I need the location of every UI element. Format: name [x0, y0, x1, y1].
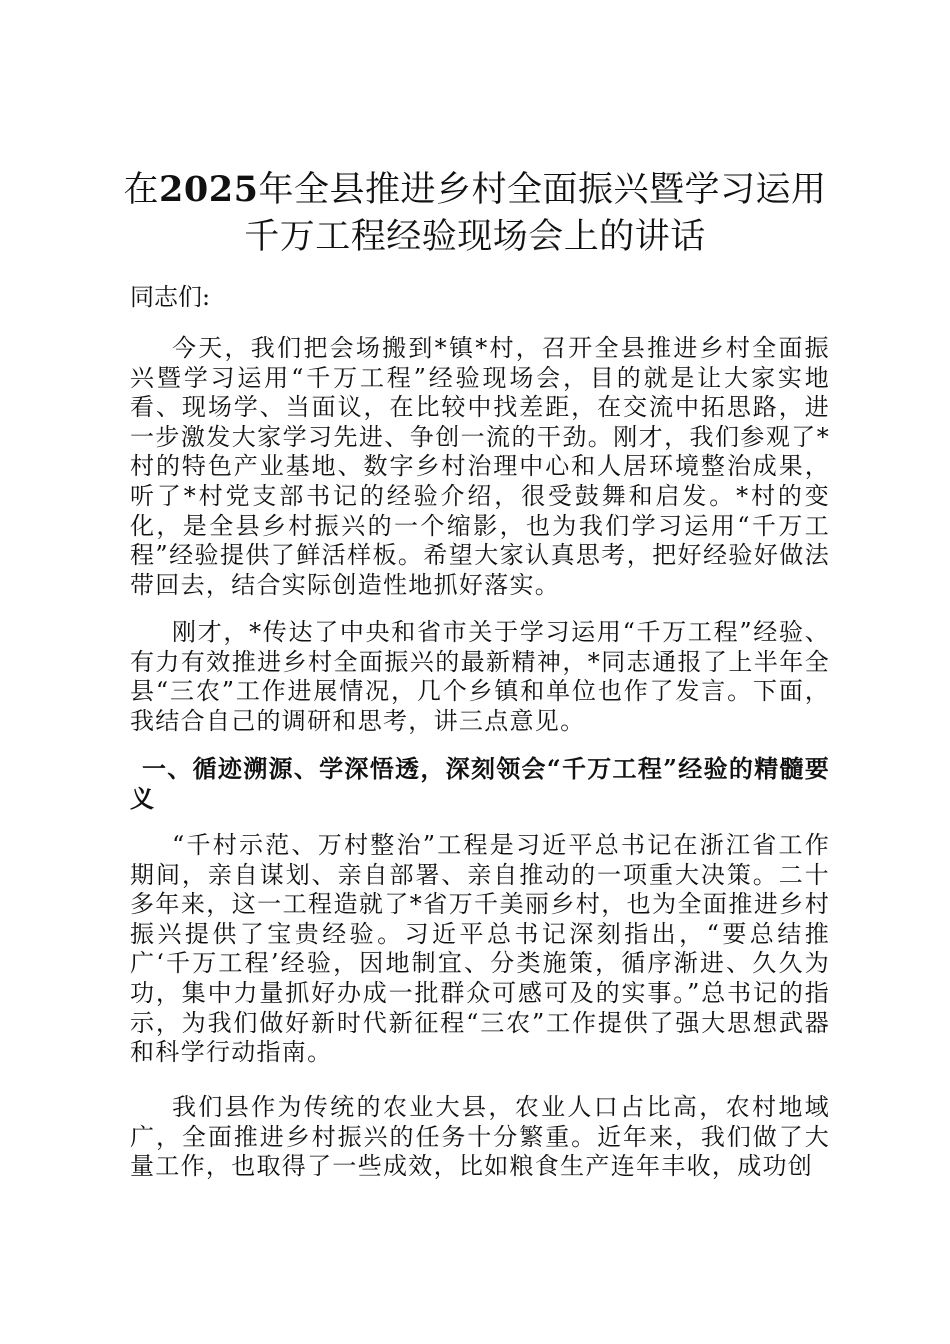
paragraph-agenda: 刚才，*传达了中央和省市关于学习运用“千万工程”经验、有力有效推进乡村全面振兴的最新精神，*同志通报了上半年全县“三农”工作进展情况，几个乡镇和单位也作了发言。下面，我结合自己的调研和思考，讲三点意见。 [130, 618, 830, 735]
paragraph-county-situation: 我们县作为传统的农业大县，农业人口占比高，农村地域广，全面推进乡村振兴的任务十分繁重。近年来，我们做了大量工作，也取得了一些成效，比如粮食生产连年丰收，成功创 [130, 1093, 830, 1181]
document-title [120, 166, 830, 261]
paragraph-intro: 今天，我们把会场搬到*镇*村，召开全县推进乡村全面振兴暨学习运用“千万工程”经验现场会，目的就是让大家实地看、现场学、当面议，在比较中找差距，在交流中拓思路，进一步激发大家学习先进、争创一流的干劲。刚才，我们参观了*村的特色产业基地、数字乡村治理中心和人居环境整治成果，听了*村党支部书记的经验介绍，很受鼓舞和启发。*村的变化，是全县乡村振兴的一个缩影，也为我们学习运用“千万工程”经验提供了鲜活样板。希望大家认真思考，把好经验好做法带回去，结合实际创造性地抓好落实。 [130, 334, 830, 599]
title-prefix: 在 [123, 170, 160, 210]
title-year: 2025 [159, 169, 259, 210]
salutation: 同志们: [130, 283, 211, 311]
section-heading-1: 一、循迹溯源、学深悟透，深刻领会“千万工程”经验的精髓要义 [130, 754, 830, 813]
paragraph-background: “千村示范、万村整治”工程是习近平总书记在浙江省工作期间，亲自谋划、亲自部署、亲自推动的一项重大决策。二十多年来，这一工程造就了*省万千美丽乡村，也为全面推进乡村振兴提供了宝贵经验。习近平总书记深刻指出，“要总结推广‘千万工程’经验，因地制宜、分类施策，循序渐进、久久为功，集中力量抓好办成一批群众可感可及的实事。”总书记的指示，为我们做好新时代新征程“三农”工作提供了强大思想武器和科学行动指南。 [130, 831, 830, 1067]
title-line1-rest: 年全县推进乡村全面振兴暨学习运用 [258, 170, 827, 210]
title-line2: 千万工程经验现场会上的讲话 [244, 217, 706, 257]
